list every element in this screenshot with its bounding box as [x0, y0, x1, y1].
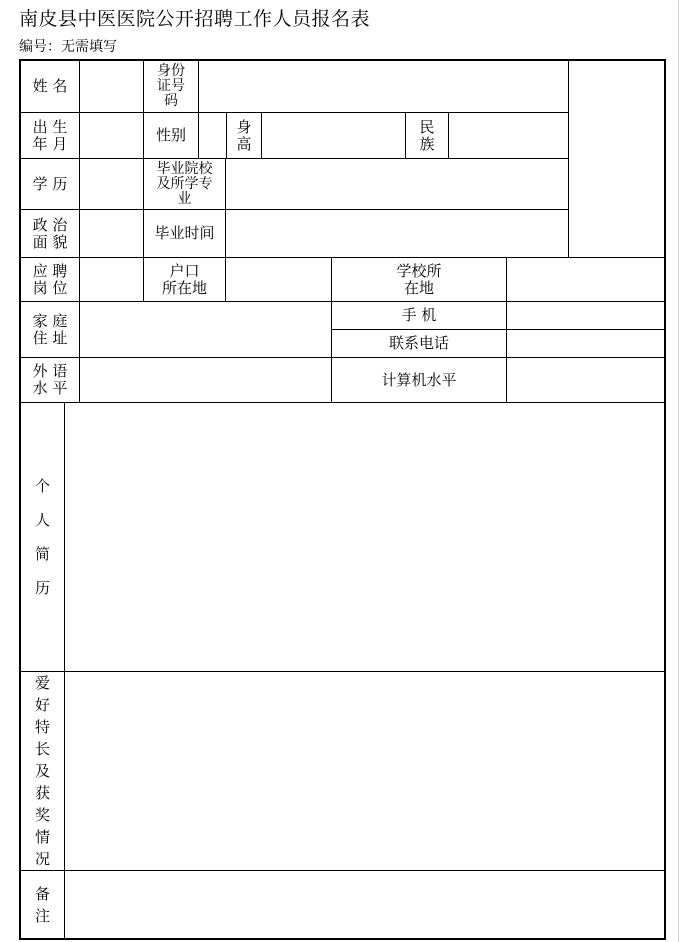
name-label: 姓 名	[32, 77, 68, 95]
grad-time-field[interactable]	[226, 210, 569, 258]
school-major-label: 毕业院校 及所学专 业	[156, 160, 213, 207]
education-label-cell	[21, 159, 80, 210]
serial-number	[19, 36, 117, 56]
hobbies-label-cell	[21, 672, 65, 871]
mobile-label-cell	[332, 302, 507, 330]
height-label: 身 高	[236, 117, 252, 153]
id-number-label-cell	[144, 61, 199, 113]
hukou-field[interactable]	[226, 258, 332, 302]
birth-label: 出 生 年 月	[32, 117, 68, 153]
hukou-label: 户口 所在地	[161, 261, 207, 297]
address-label: 家 庭 住 址	[32, 311, 68, 347]
education-label: 学 历	[32, 174, 68, 193]
school-location-field[interactable]	[507, 258, 664, 302]
height-label-cell	[227, 113, 262, 159]
hobbies-field[interactable]	[65, 672, 664, 871]
phone-field[interactable]	[507, 330, 664, 358]
foreign-lang-label: 外 语 水 平	[32, 362, 68, 397]
registration-table	[19, 59, 666, 940]
resume-field[interactable]	[65, 403, 664, 672]
grad-time-label: 毕业时间	[154, 224, 215, 242]
serial-label: 编号：	[19, 39, 61, 55]
address-field[interactable]	[80, 302, 332, 358]
gender-label-cell	[144, 113, 199, 159]
foreign-lang-field[interactable]	[80, 358, 332, 403]
computer-label-cell	[332, 358, 507, 403]
computer-label: 计算机水平	[381, 370, 457, 389]
mobile-field[interactable]	[507, 302, 664, 330]
id-number-field[interactable]	[199, 61, 569, 113]
page-edge-line	[678, 0, 679, 942]
birth-field[interactable]	[80, 113, 144, 159]
mobile-label: 手 机	[401, 306, 437, 324]
hukou-label-cell	[144, 258, 226, 302]
school-location-label: 学校所 在地	[396, 261, 442, 297]
name-label-cell	[21, 61, 80, 113]
remarks-field[interactable]	[65, 871, 664, 938]
remarks-label-cell	[21, 871, 65, 938]
position-field[interactable]	[80, 258, 144, 302]
school-location-label-cell	[332, 258, 507, 302]
school-major-label-cell	[144, 159, 226, 210]
hobbies-label: 爱 好 特 长 及 获 奖 情 况	[34, 674, 50, 868]
political-label-cell	[21, 210, 80, 258]
position-label: 应 聘 岗 位	[32, 261, 68, 297]
position-label-cell	[21, 258, 80, 302]
school-major-field[interactable]	[226, 159, 569, 210]
education-field[interactable]	[80, 159, 144, 210]
resume-label-cell	[21, 403, 65, 672]
gender-field[interactable]	[199, 113, 227, 159]
ethnicity-field[interactable]	[449, 113, 569, 159]
political-label: 政 治 面 貌	[32, 215, 68, 251]
grad-time-label-cell	[144, 210, 226, 258]
remarks-label: 备 注	[34, 884, 50, 925]
ethnicity-label-cell	[406, 113, 449, 159]
height-field[interactable]	[262, 113, 406, 159]
form-title: 南皮县中医医院公开招聘工作人员报名表	[19, 8, 371, 30]
id-number-label: 身份 证号 码	[157, 63, 185, 109]
address-label-cell	[21, 302, 80, 358]
photo-area[interactable]	[569, 61, 664, 258]
phone-label: 联系电话	[388, 334, 449, 352]
gender-label: 性别	[155, 126, 186, 144]
ethnicity-label: 民 族	[419, 117, 435, 153]
political-field[interactable]	[80, 210, 144, 258]
birth-label-cell	[21, 113, 80, 159]
foreign-lang-label-cell	[21, 358, 80, 403]
resume-label: 个 人 简 历	[34, 477, 50, 597]
serial-value: 无需填写	[61, 39, 117, 55]
computer-field[interactable]	[507, 358, 664, 403]
phone-label-cell	[332, 330, 507, 358]
name-field[interactable]	[80, 61, 144, 113]
